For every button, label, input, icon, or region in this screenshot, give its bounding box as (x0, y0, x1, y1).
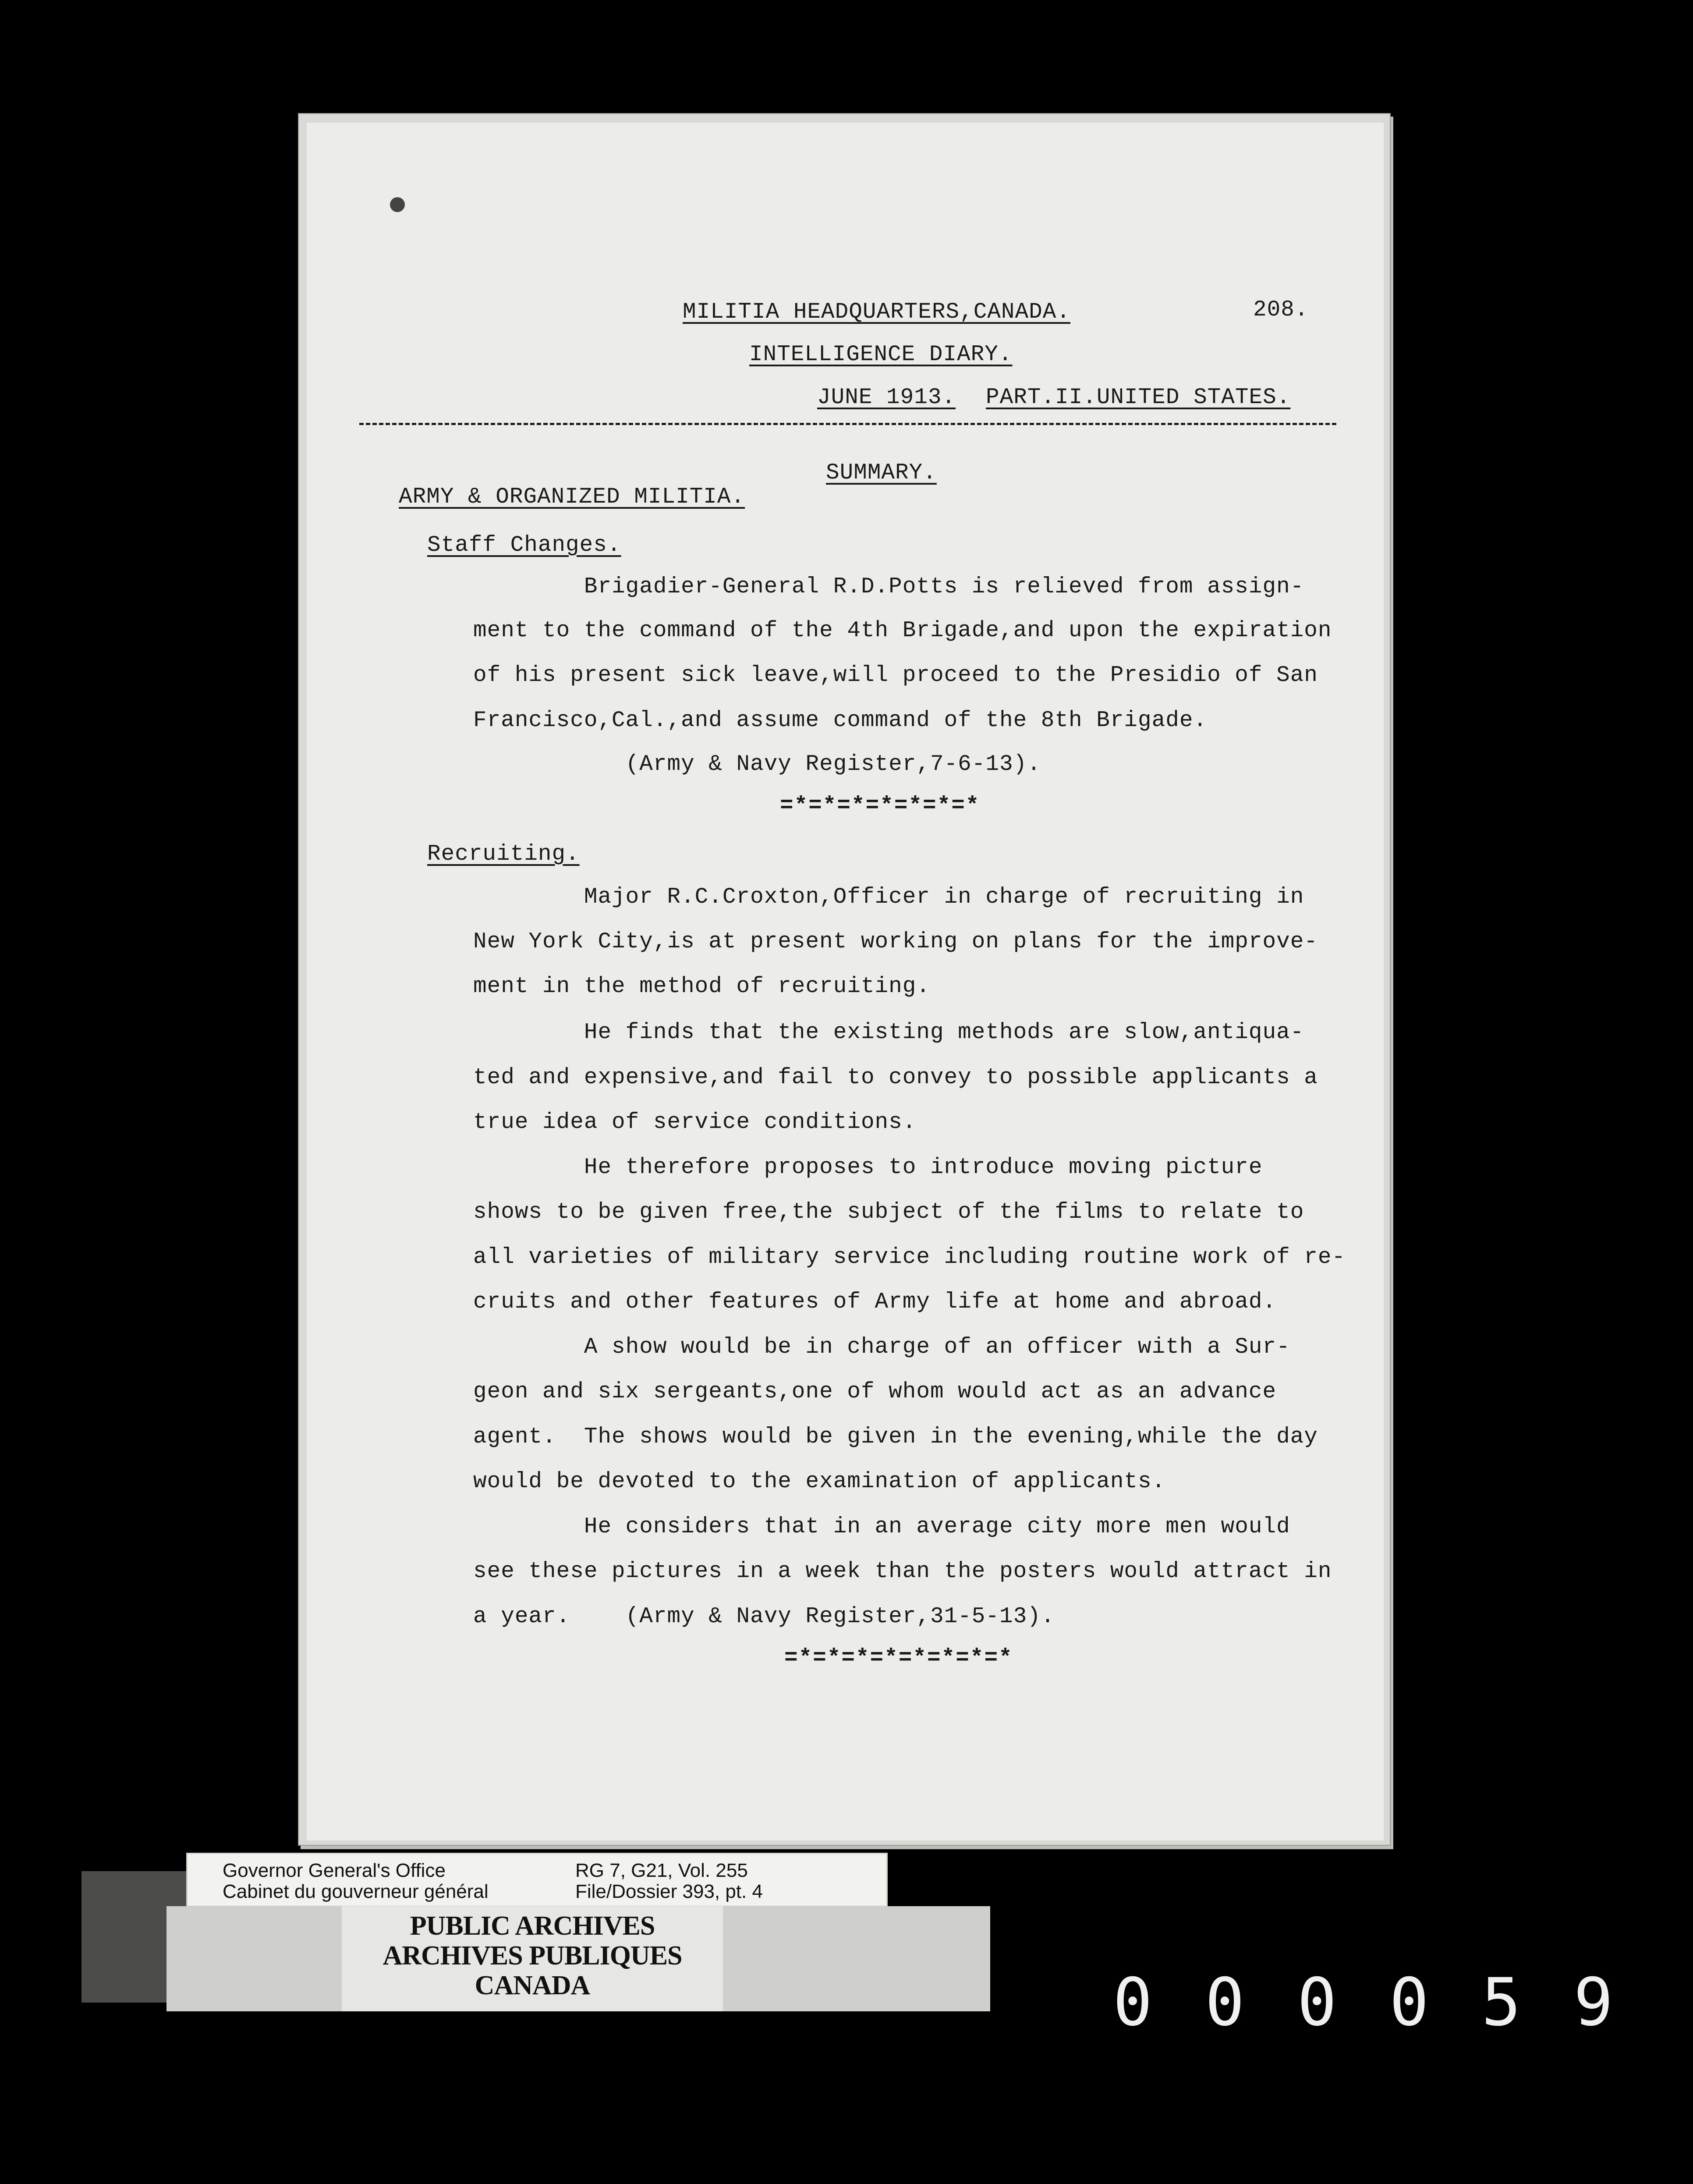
stamp-line-1: PUBLIC ARCHIVES (410, 1911, 655, 1941)
recruiting-line: see these pictures in a week than the posters would attract in (473, 1559, 1332, 1584)
recruiting-line: geon and six sergeants,one of whom would act as an advance (473, 1379, 1277, 1404)
recruiting-line: New York City,is at present working on plans for the improve- (473, 929, 1318, 954)
recruiting-line: He considers that in an average city more men would (473, 1514, 1290, 1539)
stamp-line-3: CANADA (475, 1971, 590, 2000)
file-reference: File/Dossier 393, pt. 4 (575, 1881, 763, 1902)
recruiting-line: agent. The shows would be given in the evening,while the day (473, 1425, 1318, 1450)
staff-changes-citation: (Army & Navy Register,7-6-13). (473, 752, 1041, 777)
recruiting-line: all varieties of military service including routine work of re- (473, 1245, 1346, 1270)
header-line-2: INTELLIGENCE DIARY. (749, 342, 1013, 367)
archives-stamp-panel (342, 1906, 723, 2011)
record-group: RG 7, G21, Vol. 255 (575, 1860, 748, 1881)
recruiting-line: shows to be given free,the subject of the films to relate to (473, 1200, 1304, 1225)
header-line-1: MILITIA HEADQUARTERS,CANADA. (683, 300, 1070, 325)
punch-hole (390, 197, 405, 212)
recruiting-line: He finds that the existing methods are slow,antiqua- (473, 1020, 1304, 1045)
staff-changes-heading: Staff Changes. (427, 533, 621, 558)
recruiting-line: A show would be in charge of an officer with a Sur- (473, 1335, 1290, 1360)
section-heading: ARMY & ORGANIZED MILITIA. (399, 485, 745, 510)
archive-reference-label (186, 1853, 888, 1907)
separator: =*=*=*=*=*=*=* (780, 794, 980, 819)
recruiting-heading: Recruiting. (427, 842, 580, 867)
recruiting-line: Major R.C.Croxton,Officer in charge of recruiting in (473, 885, 1304, 910)
recruiting-line: He therefore proposes to introduce moving picture (473, 1155, 1263, 1180)
office-french: Cabinet du gouverneur général (223, 1881, 489, 1902)
page-number: 208. (1253, 298, 1309, 323)
header-rule (359, 423, 1336, 425)
recruiting-line: a year. (Army & Navy Register,31-5-13). (473, 1604, 1055, 1629)
frame-number: 000059 (1113, 1964, 1666, 2041)
staff-changes-line: Francisco,Cal.,and assume command of the 8th Brigade. (473, 708, 1208, 733)
header-date: JUNE 1913. (817, 385, 956, 410)
staff-changes-line: ment to the command of the 4th Brigade,and upon the expiration (473, 618, 1332, 643)
recruiting-line: true idea of service conditions. (473, 1110, 917, 1135)
header-part: PART.II.UNITED STATES. (986, 385, 1291, 410)
recruiting-line: ment in the method of recruiting. (473, 974, 930, 999)
recruiting-line: cruits and other features of Army life at home and abroad. (473, 1290, 1277, 1315)
archives-stamp (166, 1906, 990, 2011)
stamp-line-2: ARCHIVES PUBLIQUES (383, 1941, 682, 1971)
recruiting-line: ted and expensive,and fail to convey to possible applicants a (473, 1065, 1318, 1090)
staff-changes-line: of his present sick leave,will proceed to the Presidio of San (473, 663, 1318, 688)
recruiting-line: would be devoted to the examination of applicants. (473, 1469, 1166, 1494)
document-page (307, 123, 1384, 1840)
office-english: Governor General's Office (223, 1860, 446, 1881)
summary-heading: SUMMARY. (826, 461, 937, 486)
separator: =*=*=*=*=*=*=*=* (784, 1646, 1013, 1671)
staff-changes-line: Brigadier-General R.D.Potts is relieved from assign- (473, 574, 1304, 599)
